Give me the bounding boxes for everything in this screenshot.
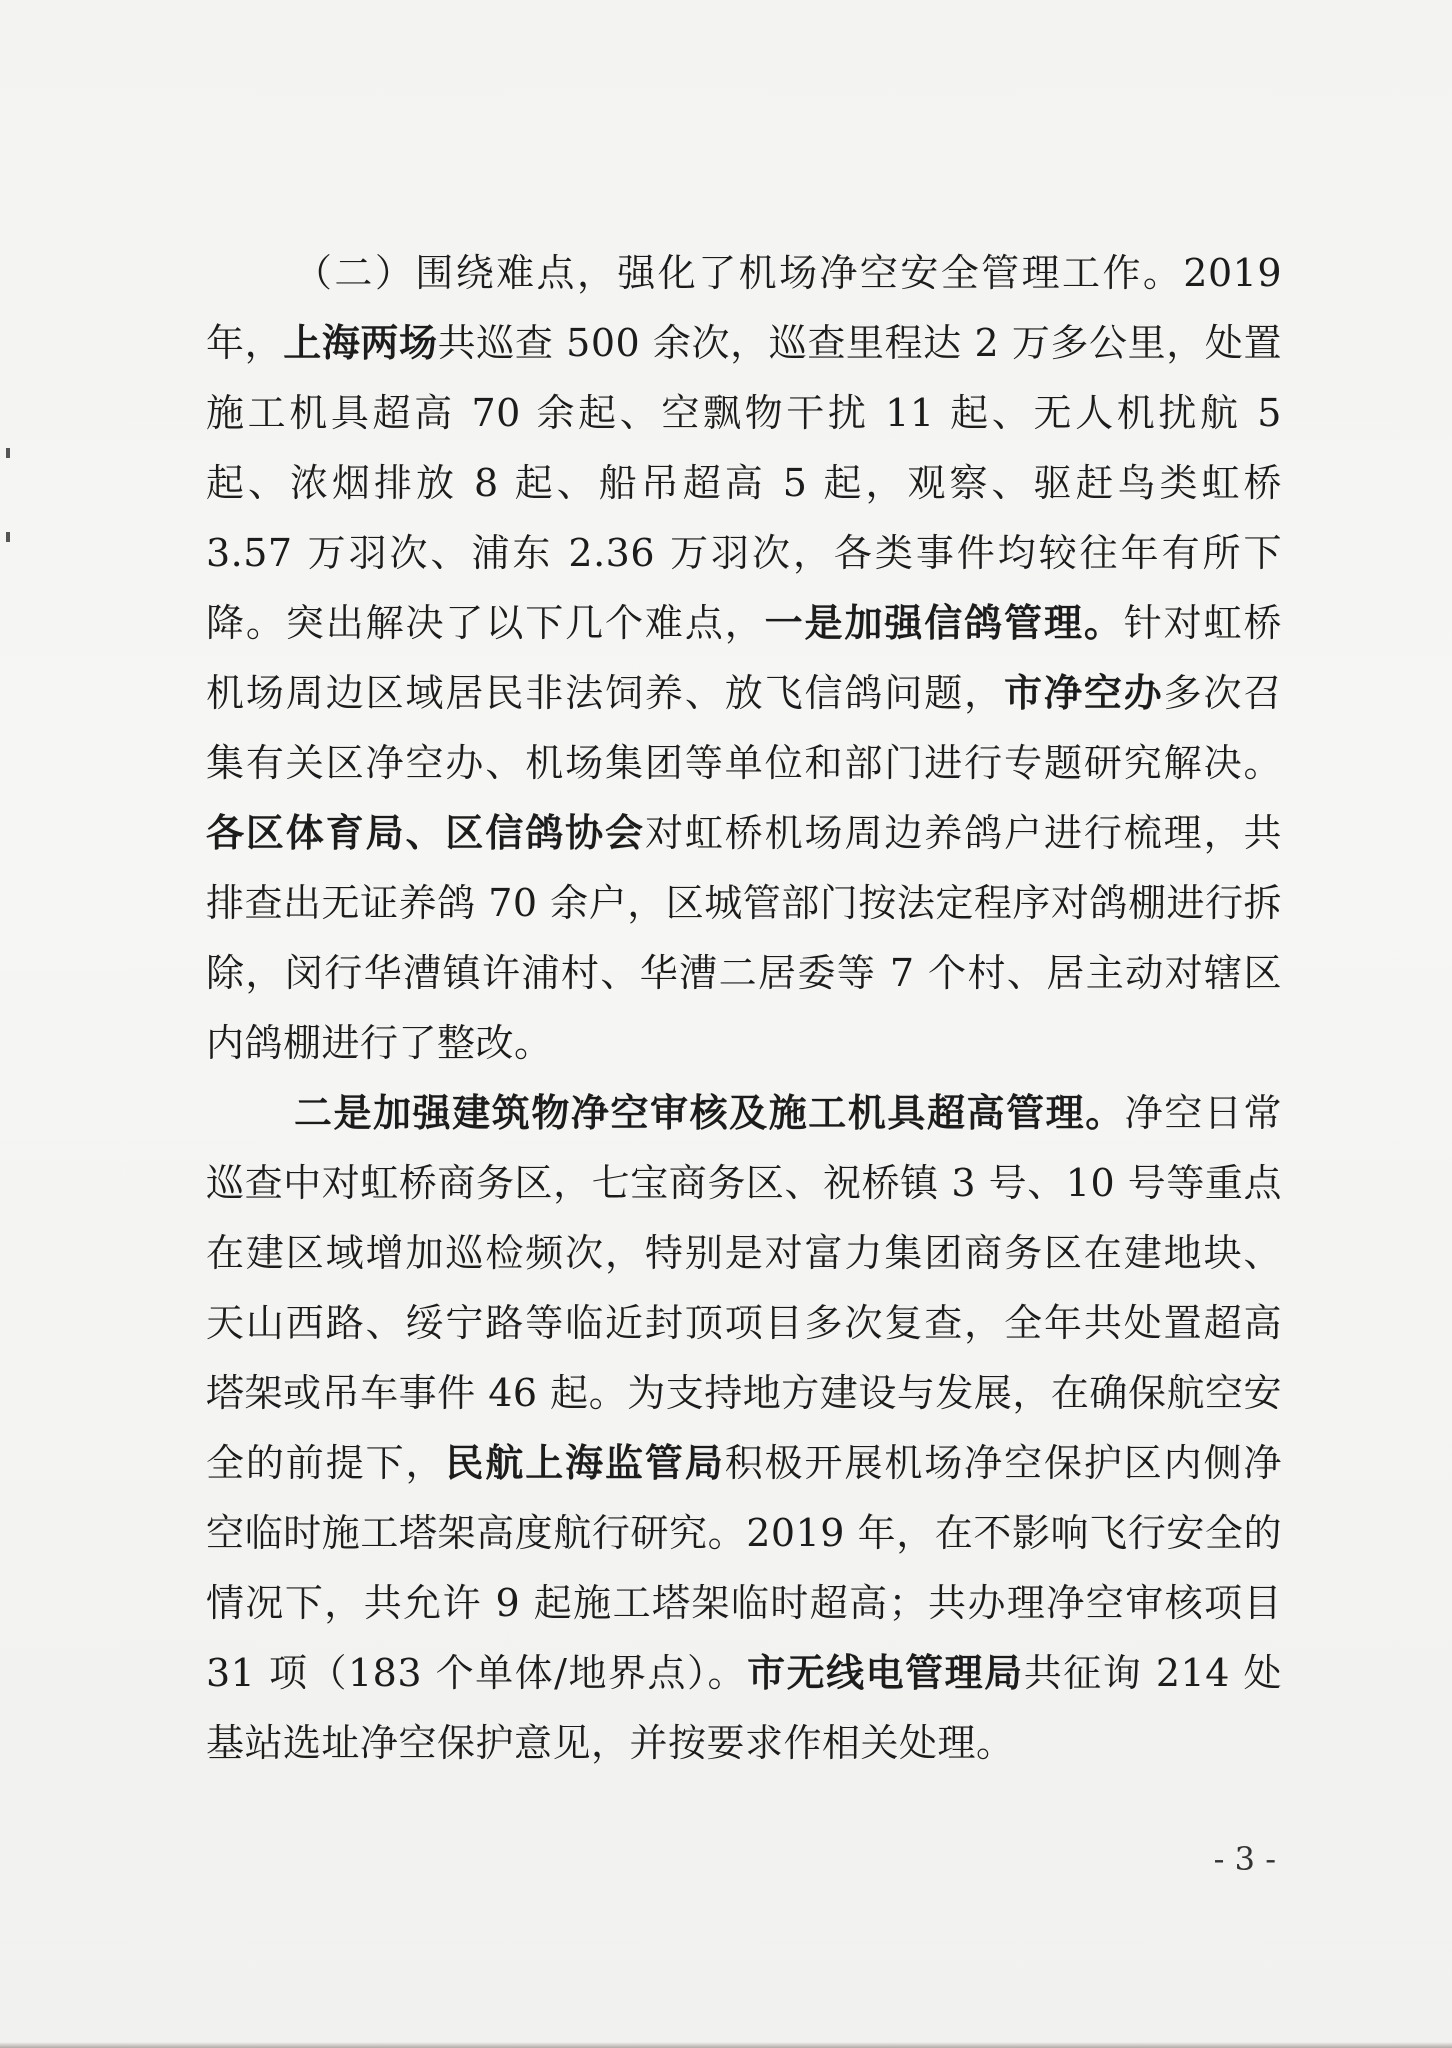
bold-text-segment: 二是加强建筑物净空审核及施工机具超高管理。 (294, 1090, 1125, 1135)
body-text (206, 238, 1282, 1778)
paragraph-1 (206, 238, 1282, 1078)
page-bottom-edge (0, 2042, 1452, 2048)
margin-mark (6, 448, 10, 458)
bold-text-segment: 各区体育局、区信鸽协会 (206, 810, 645, 855)
text-segment: 共征询 214 处基站选址净空保护意见，并按要求作相关处理。 (206, 1651, 1282, 1765)
bold-text-segment: 市净空办 (1004, 670, 1164, 715)
text-segment: 针对虹桥机场周边区域居民非法饲养、放飞信鸽问题， (206, 601, 1282, 715)
text-segment: 净空日常巡查中对虹桥商务区，七宝商务区、祝桥镇 3 号、10 号等重点在建区域增加巡检频次，特别是对富力集团商务区在建地块、天山西路、绥宁路等临近封顶项目多次复查，全年共处置超高塔架或吊车事件 46 起。为支持地方建设与发展，在确保航空安全的前提下， (206, 1091, 1282, 1485)
text-segment: 对虹桥机场周边养鸽户进行梳理，共排查出无证养鸽 70 余户，区城管部门按法定程序对鸽棚进行拆除，闵行华漕镇许浦村、华漕二居委等 7 个村、居主动对辖区内鸽棚进行了整改。 (206, 811, 1282, 1065)
margin-mark (6, 532, 10, 542)
bold-text-segment: 一是加强信鸽管理。 (764, 600, 1124, 645)
text-segment: （二）围绕难点，强化了机场净空安全管理工作。2019 年， (206, 251, 1282, 365)
bold-text-segment: 上海两场 (283, 320, 438, 365)
bold-text-segment: 民航上海监管局 (445, 1440, 725, 1485)
paragraph-2 (206, 1078, 1282, 1778)
bold-text-segment: 市无线电管理局 (747, 1650, 1024, 1695)
text-segment: 共巡查 500 余次，巡查里程达 2 万多公里，处置施工机具超高 70 余起、空飘物干扰 11 起、无人机扰航 5 起、浓烟排放 8 起、船吊超高 5 起，观察、驱赶鸟类虹桥 3.57 万羽次、浦东 2.36 万羽次，各类事件均较往年有所下降。突出解决了以下几个难点， (206, 321, 1282, 645)
text-segment: 多次召集有关区净空办、机场集团等单位和部门进行专题研究解决。 (206, 671, 1282, 785)
page-number: - 3 - (1213, 1840, 1276, 1878)
text-segment: 积极开展机场净空保护区内侧净空临时施工塔架高度航行研究。2019 年，在不影响飞行安全的情况下，共允许 9 起施工塔架临时超高；共办理净空审核项目 31 项（183 个单体/地界点）。 (206, 1441, 1282, 1695)
